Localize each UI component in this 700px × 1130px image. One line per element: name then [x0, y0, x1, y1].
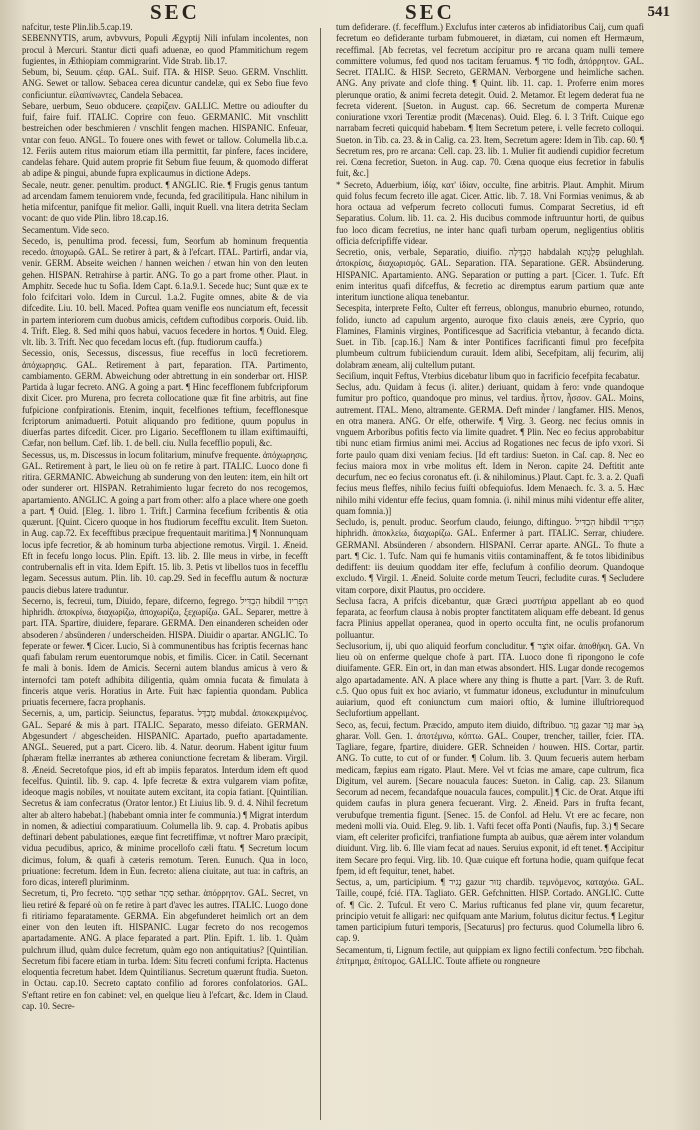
- dictionary-entry: Secamentum, ti, Lignum fectile, aut quippiam ex ligno fectili confectum. ספל fibchah. ἐπίτμημα, ἐπίτομος. GALLIC. Toute affiete ou rongneure: [336, 944, 644, 966]
- dictionary-entry: SEBENNYTIS, arum, avbvvurs, Populi Ægyptij Nili infulam incolentes, non procul à Mercuri. Stantur dicti quafi aduenæ, eo quod Pfammitichum regem fugientes, in Æthiopiam commigrarint. Vide Strab. lib.17.: [22, 33, 308, 66]
- right-running-head: SEC: [405, 0, 455, 24]
- right-column: [336, 22, 644, 1126]
- dictionary-entry: Secespita, interprete Feſto, Culter eft ferreus, oblongus, manubrio eburneo, rotundo, folido, iuncto ad capulum argento, auroque fixo clauis æneis, ære Cyprio, quo Flamines, Flaminis virgines, Pontificesque ad Sacrificia vtebantur, à fecando dicta. Suet. in Tib. [cap.16.] Nam & inter Pontifices facrificanti fimul pro fecefpita plumbeum cultrum fubiiciendum curauit. Idem alibi, Secefpitam, alij fecurim, alij dolabram æneam, alij cultellum putant.: [336, 303, 644, 370]
- left-running-head: SEC: [150, 0, 200, 24]
- dictionary-entry: Seclusa facra, A prifcis dicebantur, quæ Græci μυστήρια appellant ab eo quod feparata, ac feorfum clausa à nobis propter fanctitatem aliquam effe debeant. Id genus facra Plinius appellat operanea, quod in operto occulta fint, ne oculis profanorum polluantur.: [336, 595, 644, 640]
- dictionary-entry: Secale, neutr. gener. penultim. product. ¶ ANGLIC. Rie. ¶ Frugis genus tantum ad arcendam famem tenuiorem vnde, fecunda, fed gracilitipula. Hanc nihilum in hetia mifcentur, panifque fit melior. Galli, inquit Ruell. vna litera detrita Seclam vocant: de quo vide Plin. libro 18.cap.16.: [22, 179, 308, 224]
- column-divider: [320, 28, 321, 1120]
- running-header: [0, 0, 700, 22]
- dictionary-entry: Seclusorium, ij, ubi quo aliquid feorfum concluditur. ¶ אוֹצָר oifar. ἀποθήκη. GA. Vn lieu où on enferme quelque chofe à part. ITA. Luoco done fi ripongono le cofe diuifamente. GER. Ein ort, in dan man etwas absondert. HIS. Lugar donde recogemos algo apartadamente. AN. A place where any thing is fhutte a part. [Varr. 3. de Ruft. c.5. Quo opus fuit ex hoc aviario, vt fummatur idoneus, excluduntur in minufculum auiarium, quod eft coniunctum cum maiori oftio, & lumine illuſtriorequod Seclufortium appellant.: [336, 640, 644, 719]
- dictionary-entry: Secretum, ti, Pro fecreto. סֵתֶר sethar סְתָר sethar. ἀπόρρητον. GAL. Secret, vn lieu retiré & feparé où on fe retire à part d'avec les autres. ITALIC. Luogo done fi ritiriamo feparatamente. GERMA. Ein abgefunderet heimlich ort an dem einer von den leuten ift. HISPANIC. Lugar fecreto do nos recogemos apartadamente. ANG. A place feparated a part. Plin. Epift. 1. lib. 1. Quàm pulchrum illud, quàm dulce fecretum, quàm ego non antiquitatius? [Quintilian. Secretum fibi facere etiam in turba. Idem: Situ fecreti confumi fcripta. Hactenus eloquentia fecretum habet. Idem Quintilianus. Secretum quærunt ftudia. Sueton. in Octau. cap.10. Secreto captato confilio ad forores confolatorios. GAL. S'eftant retire en fon cabinet: vel, en quelque lieu à l'efcart, &c. Idem in Claud. cap. 10. Secre-: [22, 888, 308, 1011]
- dictionary-entry: Seciſium, inquit Feftus, Vterbius dicebatur libum quo in facrificio fecefpita fecabatur.: [336, 370, 640, 381]
- dictionary-entry: Seco, as, fecui, fectum. Præcido, amputo item diuido, diftribuo. גָזַר gazar גָּזַר mar ܓܙܪ gharar. Voll. Gen. 1. ἀποτέμνω, κόπτω. GAL. Couper, trencher, tailler, fcier. ITA. Tagliare, fegare, fpartire, diuidere. GER. Schneiden / houwen. HIS. Cortar, partir. ANG. To cutte, to cut of or funder. ¶ Colum. lib. 3. Quum fecueris autem herbam medicam, fæpius eam rigato. Plaut. Mere. Vel vt fcias me amare, cape cultrum, fica Digitum, vel aurem. [Secare nouacula fauces: Sueton. in Calig. cap. 23. Silanum Secorum ad necem, fecandafque nouacula fauces, compulit.] ¶ Cic. de Orat. Atque ifti quidem caufas in plura genera fecuerant. Virg. 2. Æneid. Pars in frufta fecant, verubufque trementia figunt. [Senec. 15. de Confol. ad Helu. Vt ere ac fecare, non medeni molli via. Ouid. Eleg. 9. lib. 1. Vafti fecet offa Ponti (Naufis, fup. 3.) ¶ Secare viam, eft celeriter proficifci, tranfiatione fumpta ab auibus, quæ aërem inter volandum diuidunt. Virg. lib. 6. Ille viam fecat ad naues. Seruius exponit, id eft tenet. ¶ Accipitur item Secare pro fequi. Virg. lib. 10. Quæ cuique eft fortuna hodie, quam quifque fecat fpem, id eft fequitur, tenet, habet.: [336, 719, 644, 876]
- dictionary-entry: Seclus, adu. Quidam à fecus (i. aliter.) deriuant, quidam à fero: vnde quandoque fumitur pro poftico, quandoque pro minus, vel tardius. ἧττον, ἧσσον. GAL. Moins, autrement. ITAL. Meno, altramente. GERMA. Deft minder / langfamer. HIS. Menos, en otra manera. ANG. Or elfe, otherwife. ¶ Virg. 3. Georg. nec fecius omnis in vnguem Arboribus pofitis fecto via limite quadret. ¶ Plin. Nec eo fecius approbabitur tibi nunc etiam firmius animi mei. Accius ad Rogationes nec fecus de ipfo vxori. Si forte paulo quam dixi veniam fecius. [Id eft tardius: Sueton. in Caſ. cap. 8. Nec eo fecius maiora mox in vrbe molitus eft. Idem in Neron. capite 24. Deftitit ante decurfum, nec eo fecius coronatus eft. (i. & nihilominus.) Plaut. Capt. fc. 3. a. 2. Quafi fecius meus fleffes, nihilo fecius fuiſti obfequiofus. Idem Menaech. fc. 3. a. 5. Hæc nihilo mihi videntur effe fecius, quam fomnia. (i. nihil minus mihi videntur effe aliter, quam fomnia.)]: [336, 382, 644, 516]
- dictionary-entry: tum defiderare. (f. fecefflum.) Exclufus inter cæteros ab infidiatoribus Caij, cum quafi fecretum eo defiderante turbam fubmoueret, in diætam, cui nomen eft Hermæum, receffimal. [Ab fecretas, vel fecretum accipitur pro re arcana quam nulli temere committere volumus, fed quod nos tacitam feruamus. ¶ סוֹד fodh, ἀπόρρητον. GAL. Secret. ITALIC. & HISP. Secreto, GERMAN. Verborgene und heimliche sachen. ANG. Any private and clofe thing. ¶ Quint. lib. 11. cap. 1. Proferre enim mores plerunque oratio, & animi fecreta detegit. Ouid. 2. Metamor. Et legem dederat fua ne fecreta viderent. [Sueton. in August. cap. 66. Secretum de comperta Murenæ coniuratione vxori Terentiæ prodit (Mæcenas). Ouid. Eleg. 6. l. 3 Trift. Cuique ego narrabam fecreti quicquid habebam. ¶ Item Secretum petere, i. velle fecreto colloqui. Sueton. in Tib. ca. 23. & in Calig. ca. 23. Item, Secretum agere: Idem in Tib. cap. 60. ¶ Secretum res, pro re arcana: Cell. cap. 23. lib. 1. Mulier fit audiendi cupidior fecretum rei. Cœna fecretior, Sueton. in Aug. cap. 70. Cœna quoque eius fecretior in fabulis fuit, &c.]: [336, 22, 644, 179]
- dictionary-entry: nafcitur, teste Plin.lib.5.cap.19.: [22, 22, 133, 32]
- dictionary-entry: Secerno, is, fecreui, tum, Diuido, fepare, difcerno, fegrego. הִבְדִּיל hibdil הִפְרִיד hiphridh. ἀποκρίνω, διαχωρίζω, ἀποχωρίζω, ξεχωρίζω. GAL. Separer, mettre à part. ITA. Spartire, diuidere, feparare. GERMA. Den einanderen scheiden oder absoderen / absünderen / underscheiden. HISPA. Diuidir o apartar. ANGLIC. To feperate or fewer. ¶ Cicer. Lucio, Si à communentibus has fcriptis fecernas hanc quafi fabulam rerum euentorumque nobis, et fimilis. Cicer. in Catil. Secernant fe mali à bonis. Idem de Amicis. Secerni autem blandus amicus à vero & internofci tam poteft adhibita diligentia, quàm omnia fucata & fimulata à finceris atque veris. Horatius in Arte. Fuit hæc fapientia quondam. Publica priuatis fecernere, facra prophanis.: [22, 595, 308, 707]
- dictionary-entry: Secedo, is, penultima prod. fecessi, fum, Seorfum ab hominum frequentia recedo. ἀποχωρῶ. GAL. Se retirer à part, & à l'efcart. ITAL. Partirfi, andar via, venir. GERM. Abseite weichen / hannen weichen / etwan hin von den leuten gehen. HISPAN. Retrahirse à partir. ANG. To go a part frome other. Plaut. in Amphitr. Secede huc tu Sofia. Idem Capt. 6.1a.9.1. Secede huc; Sunt quæ ex te folo fcifcitari volo. Idem in Curcul. 1.a.2. Fugite omnes, abite & de via difcedite. Liu. 10. bell. Maced. Poftea quam venifle eos nunciatum eft, fecessit in partem interiorem cum duobus amicis, ceftdem cuftodibus corporis. Ouid. lib. 4. Trift. Eleg. 8. Sed mihi quos habui, vacuos fecedere in hortos. ¶ Ouid. Eleg. vlt. lib. 3. Trift. Nec quo fecedam locus eft. (fup. ftudiorum cauffa.): [22, 235, 308, 347]
- dictionary-entry: Secernis, a, um, particip. Seiunctus, feparatus. מֻבְדָּל mubdal. ἀποκεκριμένος. GAL. Separé & mis à part. ITALIC. Separato, messo difeiato. GERMAN. Abgesundert / abgescheiden. HISPANIC. Apartado, puefto apartadamente. ANGL. Seuered, put a part. Cicero. lib. 4. Natur. deorum. Habent igitur fuum ſphæram ftellæ inerrantes ab ætherea coniunctione fecretam & liberam. Virgil. 8. Æneid. Secretofque pios, id eft ab impiis feparatos. Interdum idem eft quod fecelfus. Quintil. lib. 9. cap. 4. Ipfe fecretæ & extra vulgarem viam pofitæ, ideoque magis nobiles, vt nouitate autem excitant, ita copia fatiant. [Quintilian. Secretus & iam confecratus (Orator lentor.) Et Liuius lib. 9. d. 4. Nihil fecretum alter ab altero habebat.] (habebant omnia inter fe communia.) ¶ Migrat interdum in nomen, & adiectiui comparatiuum. Columella lib. 9. cap. 4. Probatis apibus deftinari debent pabulationes, eæque fint fecretiffimæ, vt noftrer Maro præcipit, vidua pecudibus, aprico, & minime procellofo cæli ftatu. ¶ Secretum locum dicimus, folum, & quafi à cæteris remotum. Teren. Eunuch. Qua in loco, priuatione: fecretum. Idem in Eun. fecreto: aliena ciuitate, aut tua: in caftris, an foro dicas, interefl pluriminm.: [22, 708, 308, 887]
- dictionary-entry: Secessus, us, m. Discessus in locum folitarium, minufve frequente. ἀπόχωρησις. GAL. Retirement à part, le lieu où on fe retire à part. ITALIC. Luoco done fi ritira. GERMANIC. Abweichung ab sunderung von den leuten: item, ein hilt ort oder sunderer ort. HISPAN. Retrahimiento lugar fecreto do nos recogemos, apartamiento. ANGLIC. A going a part from other: alfo a place where one goeth a part. ¶ Ouid. [Eleg. 1. libro 1. Trift.] Carmina fecefium fcribentis & otia quærunt. [Quint. Cicero quoque in hos ftudiorum fecefftu exculit. Item Sueton. in Aug. cap.72. Ex fecefftibus præcipue frequentauit maritima.] ¶ Nonnunquam locus ipfe fecretior, & ab hominum turba abjectione remotus. Virgil. 1. Æneid. Eft in fecefu longo locus. Plin. Epift. 13. lib. 2. Ille meus in virbe, in fecefft contrubernalis eft in vita. Idem Epift. 15. lib. 3. Petis vt libellos tuos in fecefflu legam. Secessus autum. Plin. lib. 10. cap.29. Sed in fecefflu autum & nocturæ paucis diebus latere traduntur.: [22, 449, 308, 595]
- dictionary-entry: Secamentum. Vide seco.: [22, 224, 110, 235]
- page-number: 541: [647, 4, 670, 20]
- dictionary-entry: * Secreto, Aduerbium, ἰδίᾳ, κατ' ἰδίαν, occulte, fine arbitris. Plaut. Amphit. Mirum quid folus fecum fecreto ille agat. Cicer. Attic. lib. 7. 18. Vni Formias venimus, & ab hora octaua ad vefperum fecreto collocuti fumus. Comparat Secretius, id eft Separatius. Colum. lib. 11. ca. 2. His ducibus commode inftruuntur horti, de quibus fuo loco dicam fecretius, ne inter hanc quafi turbam operum, negligentius oblitis officia defcripfiffe videar.: [336, 179, 644, 246]
- dictionary-entry: Sebare, uerbum, Seuo obducere. ϛεαρίζειν. GALLIC. Mettre ou adioufter du fuif, faire fuif. ITALIC. Coprire con feuo. GERMANIC. Mit vnschlitt bestreichen oder beschmieren / vnschlit fengen machen. HISPANIC. Enfeuar, vntar con feuo. ANGL. To fouere ones with fewet or tallow. Columella lib.c.a. 12. Feriis autem ritus maiorum etiam illa permittit, far pinfere, faces incidere, candelas fehare. Quid autem proprie fit Sebum fiue feuum, & quomodo differat ab adipe & pingui, abunde fupra explicaumus in dictione Adeps.: [22, 100, 308, 179]
- left-column: [22, 22, 308, 1126]
- dictionary-entry: Secretio, onis, verbale, Separatio, diuifio. הַבְדָּלָה habdalah פְּלֻגְתָּא pelughlah. ἀποκρίσις, διαχωρισμός. GAL. Separation. ITA. Separatione. GER. Absünderung. HISPANIC. Apartamiento. ANG. Separation or putting a part. [Cicer. 1. Tufc. Eft enim interitus quafi difceffus, & fecretio ac diremptus earum partium quæ ante interitum iunctione aliqua tenebantur.: [336, 247, 644, 302]
- dictionary-entry: Sebum, bi, Seuum. ϛέαρ. GAL. Suif. ITA. & HISP. Seuo. GERM. Vnschlitt. ANG. Sewet or tallow. Sebacea cerea dicuntur candelæ, qui ex Sebo fiue fevo conficiuntur. εἰλαπίνωντες, Candela Sebacea.: [22, 67, 308, 100]
- dictionary-entry: Secludo, is, penult. produc. Seorfum claudo, feiungo, diftinguo. הִבְדִּיל hibdil הִפְרִיד hiphridh. ἀποκλείω, διαχωρίζω. GAL. Enfermer à part. ITALIC. Serrar, chiudere. GERMANI. Absünderen / absondern. HISPANI. Cerrar aparte. ANGL. To fhute a part. ¶ Cic. 1. Tufc. Nam qui fe humanis vitiis contaminaffent, & fe totos libidinibus dediffent: iis deuium quoddam iter effe, feclufum à confilio deorum. Quandoque excludo. ¶ Virgil. 1. Æneid. Soluite corde metum Teucri, fecludite curas. ¶ Secludere vitam corpore, dixit Plautus, pro occidere.: [336, 517, 644, 595]
- dictionary-entry: Sectus, a, um, participium. ¶ נָגִיר gazur גָּזוּר chardib. τεμνόμενος, καταχόω. GAL. Taille, coupé, fcié. ITA. Tagliato. GER. Gefchnitten. HISP. Cortado. ANGLIC. Cutte of. ¶ Cic. 2. Tufcul. Et vero C. Marius rufticanus fed plane vir, quum fecaretur, principio vetuit fe alligari: nec quifquam ante Marium, folutus dicitur fectus. ¶ Legitur tamen participium futuri temporis, [Secaturus] pro fecturus. quod Columella libro 6. cap. 9.: [336, 877, 644, 944]
- dictionary-entry: Secessio, onis, Secessus, discessus, fiue receffus in locū fecretiorem. ἀπόχωρησις. GAL. Retirement à part, feparation. ITA. Partimento, cambiamento. GERM. Abweichung oder abtrettung in ein sonderbar ort. HISP. Partida à lugar fecreto. ANG. A going a part. ¶ Hinc fecefflonem fubfcripforum dixit Cicer. pro Murena, pro fecreta collocatione quæ fit fine arbitris, aut fine fufpicione confpirationis. Etenim, inquit, fecelfiones teftium, fecefflonesque fcriptorum animaduerti. Potuit aliquando pro feditione, quum populus in diuerfas partes difcedit. Cicer. pro Ligario. Secefflonem tu illam exiftimauifti, Cæfar, non bellum. Cæf. lib. 1. de bell. ciu. Nulla fecefflio populi, &c.: [22, 348, 308, 449]
